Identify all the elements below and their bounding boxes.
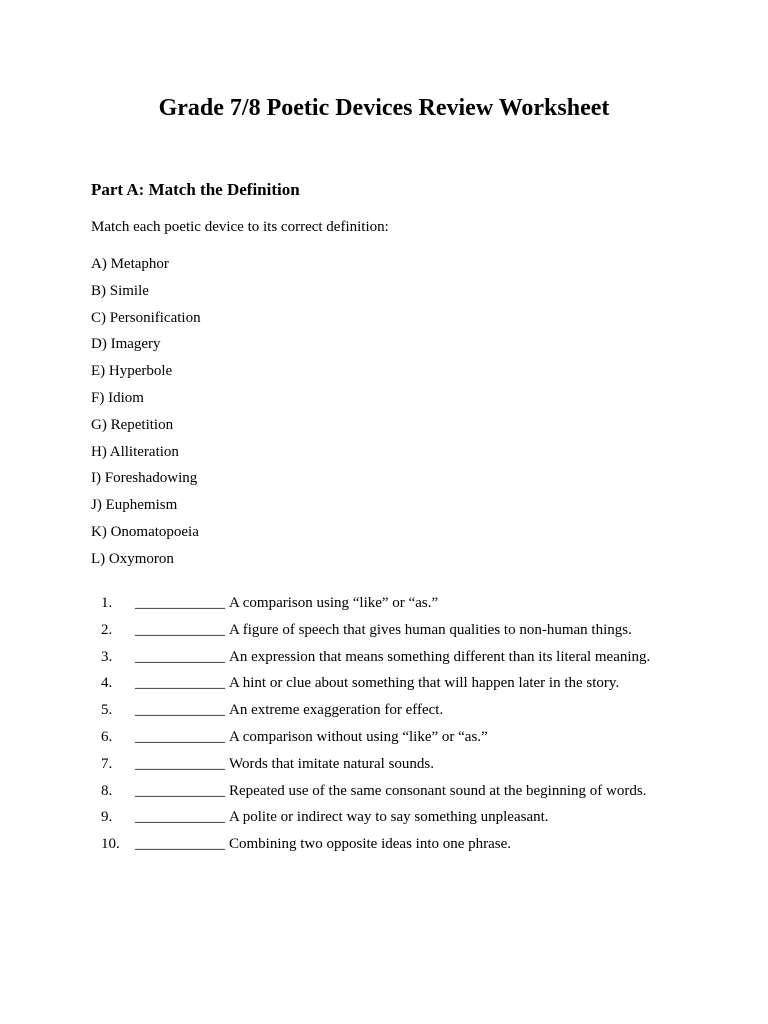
- question-definition: An extreme exaggeration for effect.: [229, 702, 444, 719]
- question-number: [91, 620, 135, 647]
- question-number: [91, 647, 135, 674]
- question-definition: A comparison without using “like” or “as.”: [229, 728, 488, 745]
- device-option: H) Alliteration: [91, 443, 179, 460]
- answer-blank[interactable]: ____________: [135, 809, 225, 826]
- page-title: Grade 7/8 Poetic Devices Review Worksheet: [158, 95, 610, 121]
- device-option: D) Imagery: [91, 336, 161, 353]
- question-number-text: 5.: [101, 702, 113, 719]
- answer-blank[interactable]: ____________: [135, 675, 225, 692]
- question-number-text: 10.: [101, 836, 120, 853]
- definition-question: [91, 807, 650, 834]
- answer-blank[interactable]: ____________: [135, 755, 225, 772]
- question-number-text: 8.: [101, 782, 113, 799]
- device-option: B) Simile: [91, 282, 149, 299]
- question-definition: An expression that means something different than its literal meaning.: [229, 648, 651, 665]
- definition-question: [91, 754, 650, 781]
- question-number-text: 3.: [101, 648, 113, 665]
- question-number: [91, 593, 135, 620]
- device-option: L) Oxymoron: [91, 550, 174, 567]
- device-option: E) Hyperbole: [91, 363, 173, 380]
- question-number: [91, 727, 135, 754]
- question-definition: A hint or clue about something that will happen later in the story.: [229, 675, 620, 692]
- definition-questions-list: [91, 593, 650, 861]
- question-number: [91, 834, 135, 861]
- device-option: J) Euphemism: [91, 497, 178, 514]
- device-option: F) Idiom: [91, 389, 144, 406]
- definition-question: [91, 727, 650, 754]
- definition-question: [91, 620, 650, 647]
- question-number-text: 2.: [101, 621, 113, 638]
- definition-question: [91, 700, 650, 727]
- question-definition: A polite or indirect way to say something unpleasant.: [229, 809, 549, 826]
- device-option: K) Onomatopoeia: [91, 523, 199, 540]
- question-definition: A comparison using “like” or “as.”: [229, 595, 439, 611]
- question-definition: Words that imitate natural sounds.: [229, 755, 435, 772]
- answer-blank[interactable]: ____________: [135, 728, 225, 745]
- question-number: [91, 673, 135, 700]
- definition-question: [91, 647, 650, 674]
- answer-blank[interactable]: ____________: [135, 836, 225, 853]
- answer-blank[interactable]: ____________: [135, 648, 225, 665]
- part-a-heading: Part A: Match the Definition: [91, 180, 300, 199]
- device-option: C) Personification: [91, 309, 201, 326]
- device-option: G) Repetition: [91, 416, 174, 433]
- definition-question: [91, 593, 650, 620]
- device-options-list: [91, 254, 201, 576]
- question-number-text: 6.: [101, 728, 113, 745]
- device-option: I) Foreshadowing: [91, 470, 198, 487]
- definition-question: [91, 673, 650, 700]
- question-number: [91, 781, 135, 808]
- question-number-text: 7.: [101, 755, 113, 772]
- question-definition: Combining two opposite ideas into one phrase.: [229, 836, 512, 853]
- question-number-text: 1.: [101, 595, 113, 611]
- question-definition: A figure of speech that gives human qualities to non-human things.: [229, 621, 632, 638]
- definition-question: [91, 834, 650, 861]
- question-number-text: 4.: [101, 675, 113, 692]
- question-definition: Repeated use of the same consonant sound at the beginning of words.: [229, 782, 647, 799]
- answer-blank[interactable]: ____________: [135, 621, 225, 638]
- part-a-instructions: Match each poetic device to its correct definition:: [91, 219, 389, 235]
- question-number: [91, 700, 135, 727]
- question-number-text: 9.: [101, 809, 113, 826]
- question-number: [91, 754, 135, 781]
- answer-blank[interactable]: ____________: [135, 782, 225, 799]
- device-option: A) Metaphor: [91, 256, 169, 272]
- definition-question: [91, 781, 650, 808]
- question-number: [91, 807, 135, 834]
- answer-blank[interactable]: ____________: [135, 702, 225, 719]
- answer-blank[interactable]: ____________: [135, 595, 225, 611]
